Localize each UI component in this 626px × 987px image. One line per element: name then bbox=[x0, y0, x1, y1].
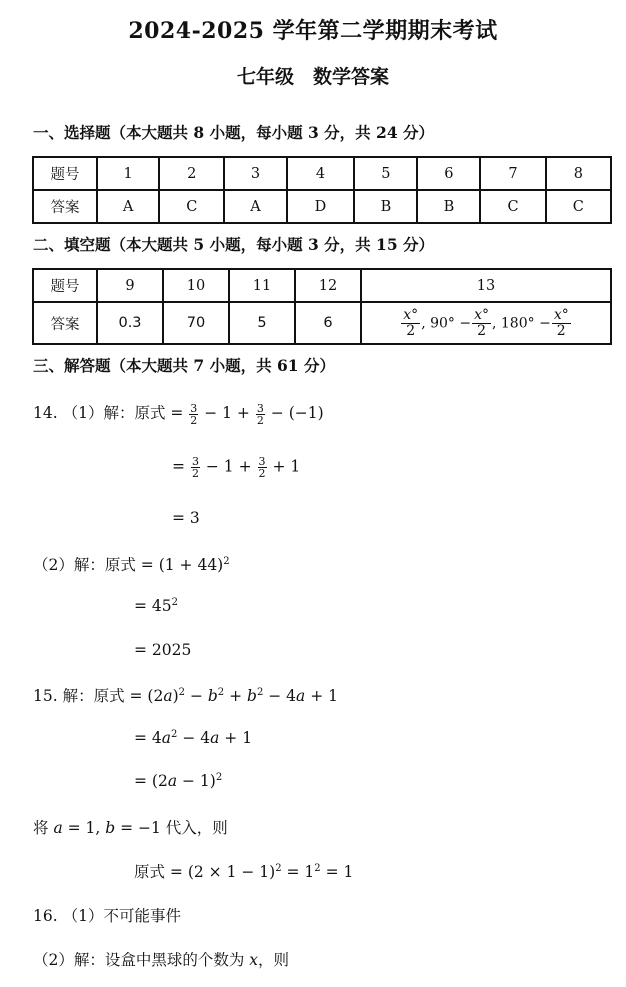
numerator: 3 bbox=[190, 401, 198, 415]
q14-label: 14. （1）解：原式 = bbox=[33, 404, 184, 422]
answer-cell: 6 bbox=[295, 302, 361, 344]
expr-text: − 1) bbox=[177, 772, 216, 791]
expr-text: 原式 = (2 × 1 − 1) bbox=[134, 863, 276, 881]
expr-text: + bbox=[224, 687, 248, 705]
exponent: 2 bbox=[171, 597, 179, 608]
denominator: 2 bbox=[256, 413, 264, 427]
variable: a bbox=[161, 729, 172, 748]
question-number: 1 bbox=[97, 157, 159, 190]
question-number: 12 bbox=[295, 269, 361, 302]
fraction bbox=[191, 456, 200, 479]
fill-answer-table bbox=[32, 268, 612, 345]
fraction bbox=[472, 308, 491, 339]
fraction bbox=[256, 403, 265, 426]
table-row bbox=[33, 157, 611, 190]
expr-text: − 4 bbox=[263, 687, 297, 705]
question-number: 8 bbox=[546, 157, 611, 190]
exponent: 2 bbox=[217, 686, 225, 698]
expr-text: 15. 解：原式 = (2 bbox=[33, 687, 164, 705]
variable: a bbox=[296, 687, 306, 705]
exponent: 2 bbox=[314, 862, 321, 874]
variable: x bbox=[249, 951, 259, 969]
answer-cell: A bbox=[224, 190, 286, 223]
answer-cell: C bbox=[159, 190, 224, 223]
q16-part2 bbox=[33, 948, 289, 970]
question-number: 13 bbox=[361, 269, 611, 302]
q15-line1 bbox=[33, 684, 338, 706]
expr-text: + 1 bbox=[219, 729, 253, 748]
q14-part2-line3: = 2025 bbox=[134, 641, 192, 659]
expr-text: = 45 bbox=[134, 597, 172, 616]
expr-text: − 1 + bbox=[204, 404, 250, 422]
variable: a bbox=[53, 819, 63, 837]
fraction bbox=[552, 308, 571, 339]
question-number: 11 bbox=[229, 269, 295, 302]
answer-cell-13 bbox=[361, 302, 611, 344]
table-row bbox=[33, 269, 611, 302]
question-number: 3 bbox=[224, 157, 286, 190]
variable: b bbox=[105, 819, 116, 837]
question-number: 5 bbox=[354, 157, 417, 190]
numerator: 3 bbox=[191, 455, 199, 468]
exponent: 2 bbox=[178, 686, 186, 698]
question-number: 9 bbox=[97, 269, 163, 302]
question-number: 6 bbox=[417, 157, 480, 190]
fraction bbox=[258, 456, 267, 479]
variable: a bbox=[163, 687, 173, 705]
numerator: 3 bbox=[258, 455, 266, 468]
expr-text: ，则 bbox=[258, 951, 290, 969]
row-label: 题号 bbox=[33, 157, 97, 190]
numerator: x° bbox=[403, 306, 419, 323]
q16-part1: 16. （1）不可能事件 bbox=[33, 907, 181, 925]
answer-cell: C bbox=[480, 190, 545, 223]
expr-text: − (−1) bbox=[270, 404, 324, 422]
q14-part1-line1 bbox=[33, 401, 324, 426]
equals-sign: = bbox=[172, 457, 185, 476]
expr-text: 将 bbox=[33, 819, 54, 837]
expr-text: = 4 bbox=[134, 729, 162, 748]
expr-text: − 1 + bbox=[205, 457, 252, 476]
answer-cell: B bbox=[417, 190, 480, 223]
expr-text: − 4 bbox=[177, 729, 211, 748]
expr-text: = 1 bbox=[281, 863, 315, 881]
expr-text: + 1 bbox=[305, 687, 338, 705]
separator: , 90° − bbox=[421, 315, 472, 331]
q14-part1-line2 bbox=[172, 456, 300, 479]
q15-substitution bbox=[33, 816, 228, 838]
fraction bbox=[401, 308, 420, 339]
expr-text: （2）解：设盒中黑球的个数为 bbox=[33, 951, 250, 969]
table-row bbox=[33, 302, 611, 344]
fraction bbox=[189, 403, 198, 426]
expr-text: + 1 bbox=[272, 457, 301, 476]
question-number: 4 bbox=[287, 157, 355, 190]
exponent: 2 bbox=[275, 862, 282, 874]
expr-text: = −1 代入，则 bbox=[115, 819, 228, 837]
denominator: 2 bbox=[258, 467, 266, 480]
denominator: 2 bbox=[477, 322, 486, 339]
q15-line3 bbox=[134, 772, 222, 790]
section-1-heading: 一、选择题（本大题共 8 小题，每小题 3 分，共 24 分） bbox=[33, 123, 435, 142]
question-number: 2 bbox=[159, 157, 224, 190]
answer-cell: C bbox=[546, 190, 611, 223]
numerator: 3 bbox=[256, 401, 264, 415]
question-number: 10 bbox=[163, 269, 229, 302]
expr-text: = 1 bbox=[320, 863, 354, 881]
expr-text: − bbox=[185, 687, 208, 705]
row-label: 答案 bbox=[33, 302, 97, 344]
exponent: 2 bbox=[171, 729, 178, 740]
section-2-heading: 二、填空题（本大题共 5 小题，每小题 3 分，共 15 分） bbox=[33, 235, 435, 254]
q15-line2 bbox=[134, 729, 252, 747]
row-label: 题号 bbox=[33, 269, 97, 302]
exponent: 2 bbox=[256, 686, 264, 698]
q15-result bbox=[134, 860, 353, 882]
q14-part2-line2 bbox=[134, 597, 178, 615]
variable: a bbox=[210, 729, 220, 748]
expr-text: （2）解：原式 = (1 + 44) bbox=[33, 556, 224, 574]
q14-part1-line3: = 3 bbox=[172, 509, 200, 527]
denominator: 2 bbox=[406, 322, 416, 339]
denominator: 2 bbox=[191, 467, 199, 480]
exponent: 2 bbox=[223, 555, 230, 567]
variable: a bbox=[167, 772, 178, 791]
expr-text: ) bbox=[172, 687, 179, 705]
answer-cell: 5 bbox=[229, 302, 295, 344]
q14-part2-line1 bbox=[33, 553, 230, 575]
exponent: 2 bbox=[215, 772, 223, 783]
page-subtitle: 七年级 数学答案 bbox=[236, 66, 389, 88]
row-label: 答案 bbox=[33, 190, 97, 223]
separator: , 180° − bbox=[492, 315, 551, 331]
expr-text: = (2 bbox=[134, 772, 168, 791]
page-title: 2024-2025 学年第二学期期末考试 bbox=[128, 18, 498, 44]
table-row bbox=[33, 190, 611, 223]
denominator: 2 bbox=[190, 413, 198, 427]
answer-cell: B bbox=[354, 190, 417, 223]
answer-cell: 0.3 bbox=[97, 302, 163, 344]
answer-cell: A bbox=[97, 190, 159, 223]
numerator: x° bbox=[474, 306, 489, 323]
denominator: 2 bbox=[556, 322, 566, 339]
question-number: 7 bbox=[480, 157, 545, 190]
variable: b bbox=[207, 687, 218, 705]
variable: b bbox=[247, 687, 257, 705]
expr-text: = 1, bbox=[62, 819, 106, 837]
choice-answer-table bbox=[32, 156, 612, 224]
answer-cell: 70 bbox=[163, 302, 229, 344]
numerator: x° bbox=[553, 306, 569, 323]
answer-cell: D bbox=[287, 190, 355, 223]
section-3-heading: 三、解答题（本大题共 7 小题，共 61 分） bbox=[33, 356, 335, 375]
